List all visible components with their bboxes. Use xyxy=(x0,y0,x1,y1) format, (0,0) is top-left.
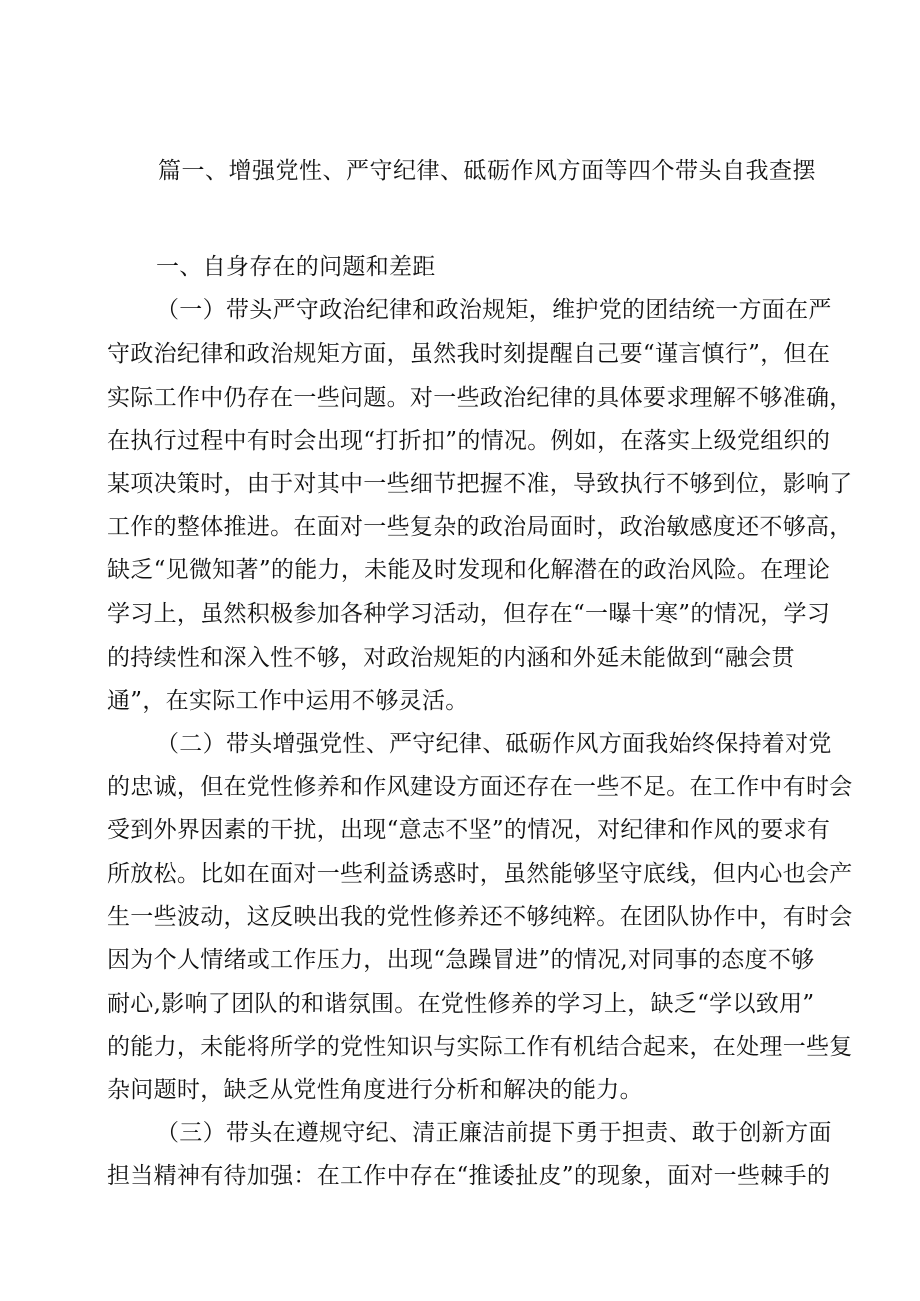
paragraph-line: （一）带头严守政治纪律和政治规矩，维护党的团结统一方面在严 xyxy=(156,297,832,323)
document-title: 篇一、增强党性、严守纪律、砥砺作风方面等四个带头自我查摆 xyxy=(158,158,816,184)
paragraph-line: 通”，在实际工作中运用不够灵活。 xyxy=(107,688,469,714)
paragraph-line: 实际工作中仍存在一些问题。对一些政治纪律的具体要求理解不够准确， xyxy=(107,385,853,411)
paragraph-line: 耐心,影响了团队的和谐氛围。在党性修养的学习上，缺乏“学以致用” xyxy=(107,991,815,1017)
paragraph-line: 学习上，虽然积极参加各种学习活动，但存在“一曝十寒”的情况，学习 xyxy=(107,601,831,627)
paragraph-line: 工作的整体推进。在面对一些复杂的政治局面时，政治敏感度还不够高， xyxy=(107,514,853,540)
paragraph-line: 缺乏“见微知著”的能力，未能及时发现和化解潜在的政治风险。在理论 xyxy=(107,557,831,583)
paragraph-line: 所放松。比如在面对一些利益诱惑时，虽然能够坚守底线，但内心也会产 xyxy=(107,861,853,887)
paragraph-line: 守政治纪律和政治规矩方面，虽然我时刻提醒自己要“谨言慎行”，但在 xyxy=(107,341,831,367)
paragraph-line: 受到外界因素的干扰，出现“意志不坚”的情况，对纪律和作风的要求有 xyxy=(107,817,831,843)
paragraph-line: 生一些波动，这反映出我的党性修养还不够纯粹。在团队协作中，有时会 xyxy=(107,904,853,930)
paragraph-line: 担当精神有待加强：在工作中存在“推诿扯皮”的现象，面对一些棘手的 xyxy=(107,1163,831,1189)
paragraph-line: 的持续性和深入性不够，对政治规矩的内涵和外延未能做到“融会贯 xyxy=(107,645,795,671)
paragraph-line: 的能力，未能将所学的党性知识与实际工作有机结合起来，在处理一些复 xyxy=(107,1034,853,1060)
paragraph-line: （二）带头增强党性、严守纪律、砥砺作风方面我始终保持着对党 xyxy=(156,731,832,757)
paragraph-line: 因为个人情绪或工作压力，出现“急躁冒进”的情况,对同事的态度不够 xyxy=(107,947,815,973)
paragraph-line: （三）带头在遵规守纪、清正廉洁前提下勇于担责、敢于创新方面 xyxy=(156,1120,832,1146)
section-heading: 一、自身存在的问题和差距 xyxy=(156,254,436,280)
paragraph-line: 的忠诚，但在党性修养和作风建设方面还存在一些不足。在工作中有时会 xyxy=(107,774,853,800)
paragraph-line: 在执行过程中有时会出现“打折扣”的情况。例如，在落实上级党组织的 xyxy=(107,428,831,454)
paragraph-line: 杂问题时，缺乏从党性角度进行分析和解决的能力。 xyxy=(107,1077,643,1103)
paragraph-line: 某项决策时，由于对其中一些细节把握不准，导致执行不够到位，影响了 xyxy=(107,471,853,497)
